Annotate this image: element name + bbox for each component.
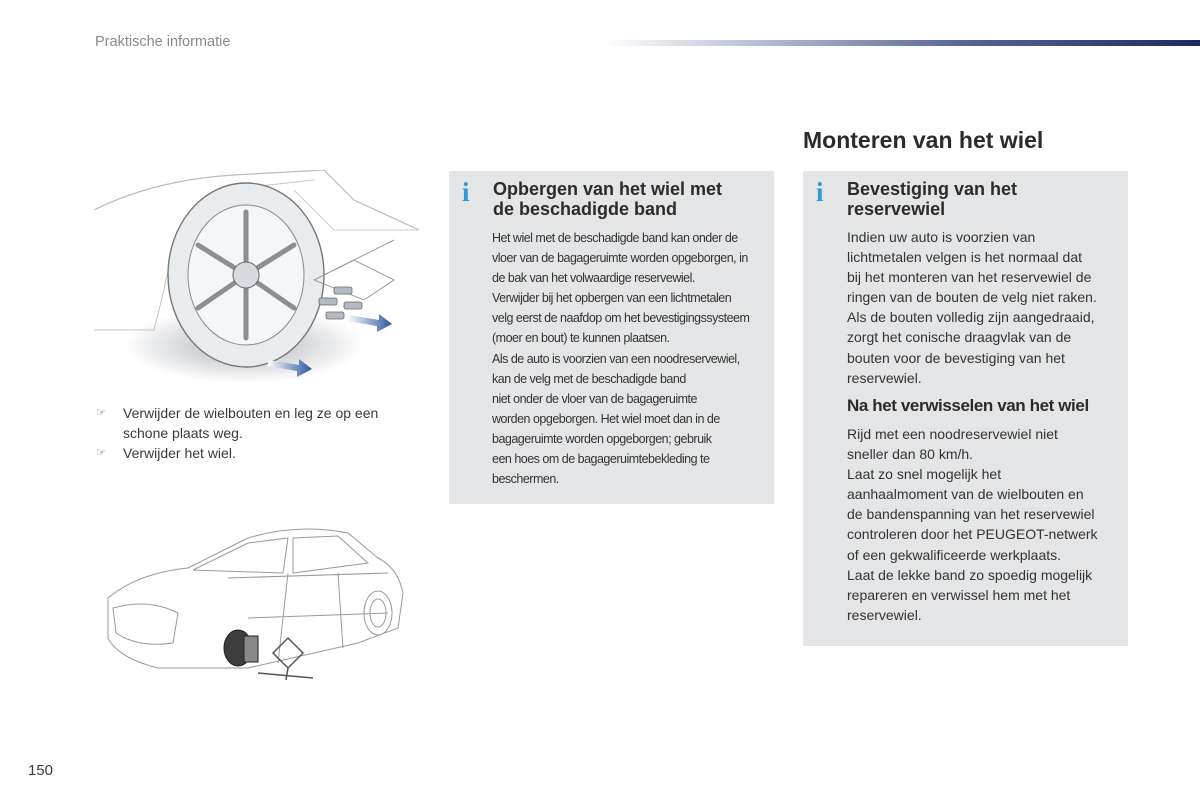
removal-steps — [96, 403, 426, 463]
pointing-hand-icon: ☞ — [96, 407, 106, 419]
body-line: Verwijder bij het opbergen van een lichtmetalen — [492, 291, 732, 306]
step-item — [96, 403, 426, 443]
body-line: Het wiel met de beschadigde band kan onder de — [492, 231, 738, 245]
pointing-hand-icon: ☞ — [96, 447, 106, 459]
body-line: kan de velg met de beschadigde band — [492, 371, 686, 386]
page-title: Monteren van het wiel — [803, 127, 1044, 153]
body-line: bagageruimte worden opgeborgen; gebruik — [492, 431, 712, 446]
body-line: reservewiel. — [847, 606, 922, 623]
step-item — [96, 443, 426, 463]
body-line: bij het monteren van het reservewiel de — [847, 269, 1092, 286]
body-line: beschermen. — [492, 472, 559, 487]
title-line: de beschadigde band — [493, 199, 678, 219]
info-box-title — [493, 179, 722, 219]
info-box-body-2 — [847, 424, 1123, 625]
info-box-storage — [449, 171, 774, 504]
body-line: worden opgeborgen. Het wiel moet dan in de — [492, 411, 720, 426]
car-on-jack-illustration — [98, 518, 408, 688]
info-box-title — [847, 179, 1017, 219]
body-line: (moer en bout) te kunnen plaatsen. — [492, 331, 670, 346]
body-line: zorgt het conische draagvlak van de — [847, 329, 1072, 346]
step-text: Verwijder de wielbouten en leg ze op een — [123, 405, 379, 421]
body-line: Als de bouten volledig zijn aangedraaid, — [847, 309, 1095, 326]
section-subheading: Na het verwisselen van het wiel — [847, 396, 1089, 415]
body-line: Laat zo snel mogelijk het — [847, 466, 1002, 483]
page-number: 150 — [28, 762, 54, 779]
body-line: de bak van het volwaardige reservewiel. — [492, 271, 695, 286]
body-line: controleren door het PEUGEOT-netwerk — [847, 526, 1098, 543]
body-line: niet onder de vloer van de bagageruimte — [492, 391, 697, 406]
body-line: reservewiel. — [847, 369, 922, 386]
title-line: reservewiel — [847, 199, 946, 219]
header-bar — [603, 40, 1200, 46]
body-line: aanhaalmoment van de wielbouten en — [847, 486, 1084, 503]
info-box-body — [847, 227, 1123, 388]
body-line: de bandenspanning van het reservewiel — [847, 506, 1095, 523]
body-line: Laat de lekke band zo spoedig mogelijk — [847, 566, 1093, 583]
body-line: vloer van de bagageruimte worden opgeborgen, in — [492, 251, 748, 266]
body-line: velg eerst de naafdop om het bevestigingssysteem — [492, 311, 750, 326]
body-line: sneller dan 80 km/h. — [847, 446, 974, 463]
info-box-spare-wheel — [803, 171, 1128, 646]
info-box-body — [492, 228, 772, 489]
section-label: Praktische informatie — [95, 34, 231, 50]
info-icon: i — [816, 177, 824, 207]
body-line: of een gekwalificeerde werkplaats. — [847, 546, 1062, 563]
body-line: repareren en verwissel hem met het — [847, 586, 1071, 603]
body-line: Als de auto is voorzien van een noodreservewiel, — [492, 351, 740, 366]
step-text: schone plaats weg. — [123, 425, 243, 441]
info-icon: i — [462, 177, 470, 207]
body-line: Indien uw auto is voorzien van — [847, 229, 1036, 245]
body-line: lichtmetalen velgen is het normaal dat — [847, 249, 1083, 266]
wheel-removal-illustration — [94, 170, 419, 390]
body-line: een hoes om de bagageruimtebekleding te — [492, 452, 710, 467]
body-line: Rijd met een noodreservewiel niet — [847, 426, 1058, 442]
step-text: Verwijder het wiel. — [123, 445, 236, 461]
title-line: Bevestiging van het — [847, 179, 1018, 199]
body-line: ringen van de bouten de velg niet raken. — [847, 289, 1097, 306]
body-line: bouten voor de bevestiging van het — [847, 349, 1065, 366]
title-line: Opbergen van het wiel met — [493, 179, 723, 199]
